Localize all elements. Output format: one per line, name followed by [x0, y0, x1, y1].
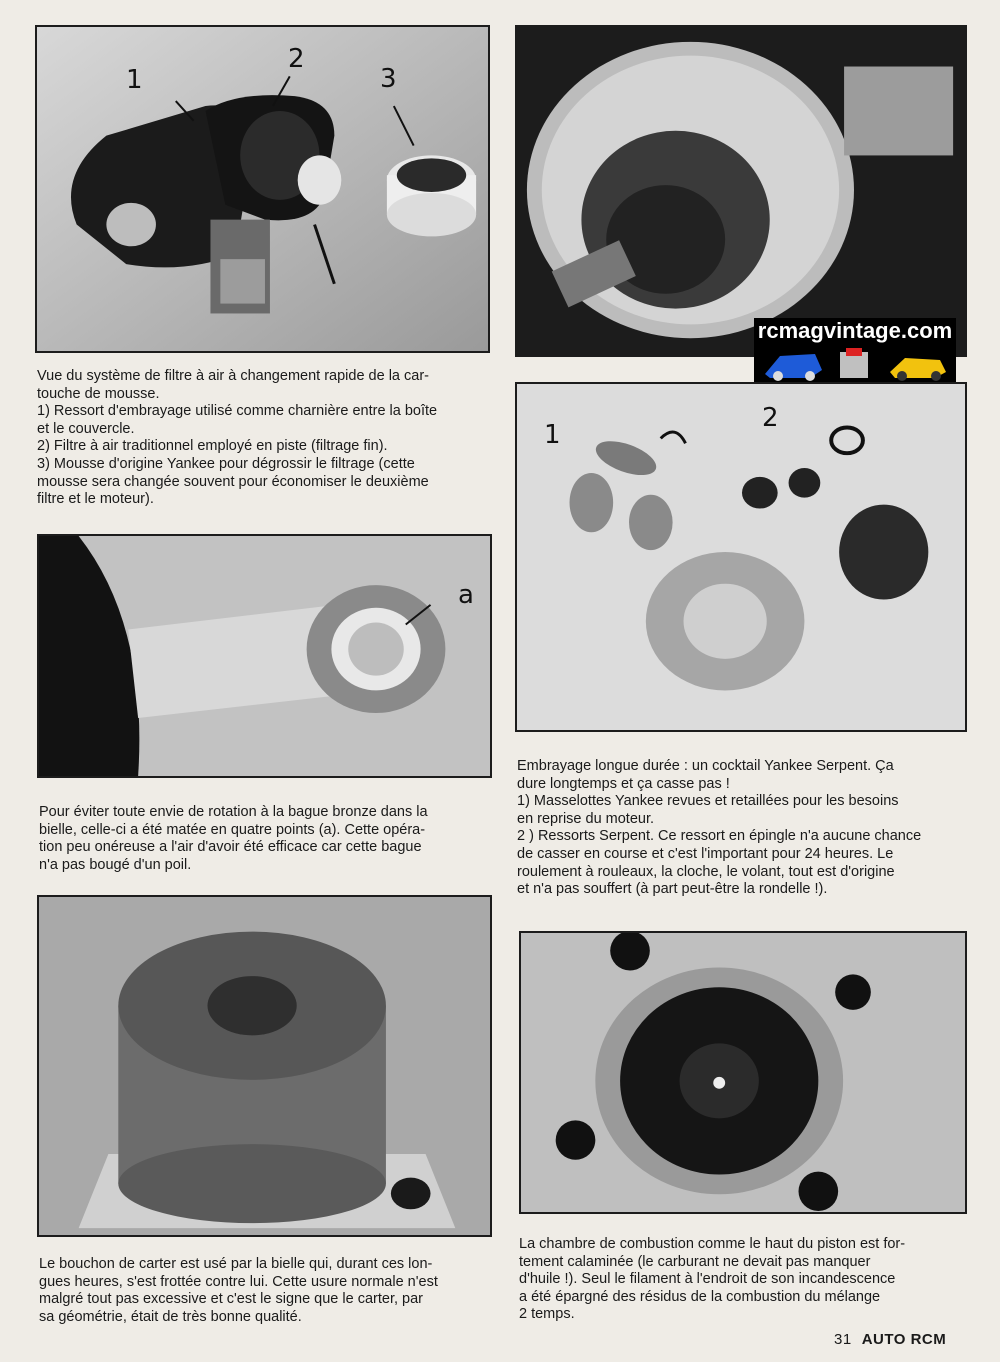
conrod-caption: Pour éviter toute envie de rotation à la bague bronze dans la bielle, celle-ci a été matée en quatre points (a). Cette opéra- tion peu onéreuse a l'air d'avoir été efficace car cette bague n'a pas bougé d'un poil. — [39, 804, 428, 873]
filter-label-2: 2 — [288, 44, 305, 74]
logo-title: rcmagvintage.com — [757, 318, 953, 343]
combustion-chamber-photo — [519, 931, 967, 1214]
conrod-label-a: a — [458, 580, 474, 610]
carter-cap-illustration — [39, 897, 490, 1235]
conrod-photo — [37, 534, 492, 778]
clutch-label-2: 2 — [762, 403, 779, 433]
filter-label-1: 1 — [126, 65, 143, 95]
clutch-parts-photo — [515, 382, 967, 732]
air-filter-illustration — [37, 27, 488, 351]
combustion-chamber-caption: La chambre de combustion comme le haut du piston est for- tement calaminée (le carburant ne devait pas manquer d'huile !). Seul le filament à l'endroit de son incandescence a été épargné des résidus de la combustion du mélange 2 temps. — [519, 1236, 906, 1323]
logo-cars-icon — [760, 346, 950, 382]
clutch-parts-illustration — [517, 384, 965, 730]
clutch-gear-photo — [515, 25, 967, 357]
page-number: 31 — [834, 1331, 852, 1348]
air-filter-caption: Vue du système de filtre à air à changement rapide de la car- touche de mousse. 1) Ressort d'embrayage utilisé comme charnière entre la boîte et le couvercle. 2) Filtre à air traditionnel employé en piste (filtrage fin). 3) Mousse d'origine Yankee pour dégrossir le filtrage (cette mousse sera changée souvent pour économiser le deuxième filtre et le moteur). — [37, 368, 438, 508]
carter-cap-caption: Le bouchon de carter est usé par la bielle qui, durant ces lon- gues heures, s'est frottée contre lui. Cette usure normale n'est malgré tout pas excessive et c'est le signe que le carter, par sa géométrie, était de très bonne qualité. — [39, 1256, 438, 1325]
clutch-gear-illustration — [517, 27, 965, 355]
combustion-chamber-illustration — [521, 933, 965, 1212]
magazine-name: AUTO RCM — [861, 1331, 947, 1348]
clutch-caption: Embrayage longue durée : un cocktail Yankee Serpent. Ça dure longtemps et ça casse pas ! 1) Masselottes Yankee revues et retaillées pour les besoins en reprise du moteur. 2 ) Ressorts Serpent. Ce ressort en épingle n'a aucune chance de casser en course et c'est l'important pour 24 heures. Le roulement à rouleaux, la cloche, le volant, tout est d'origine et n'a pas souffert (à part peut-être la rondelle !). — [517, 758, 922, 898]
page-footer — [834, 1331, 946, 1348]
clutch-label-1: 1 — [544, 420, 561, 450]
conrod-illustration — [39, 536, 490, 776]
air-filter-photo — [35, 25, 490, 353]
filter-label-3: 3 — [380, 64, 397, 94]
carter-cap-photo — [37, 895, 492, 1237]
